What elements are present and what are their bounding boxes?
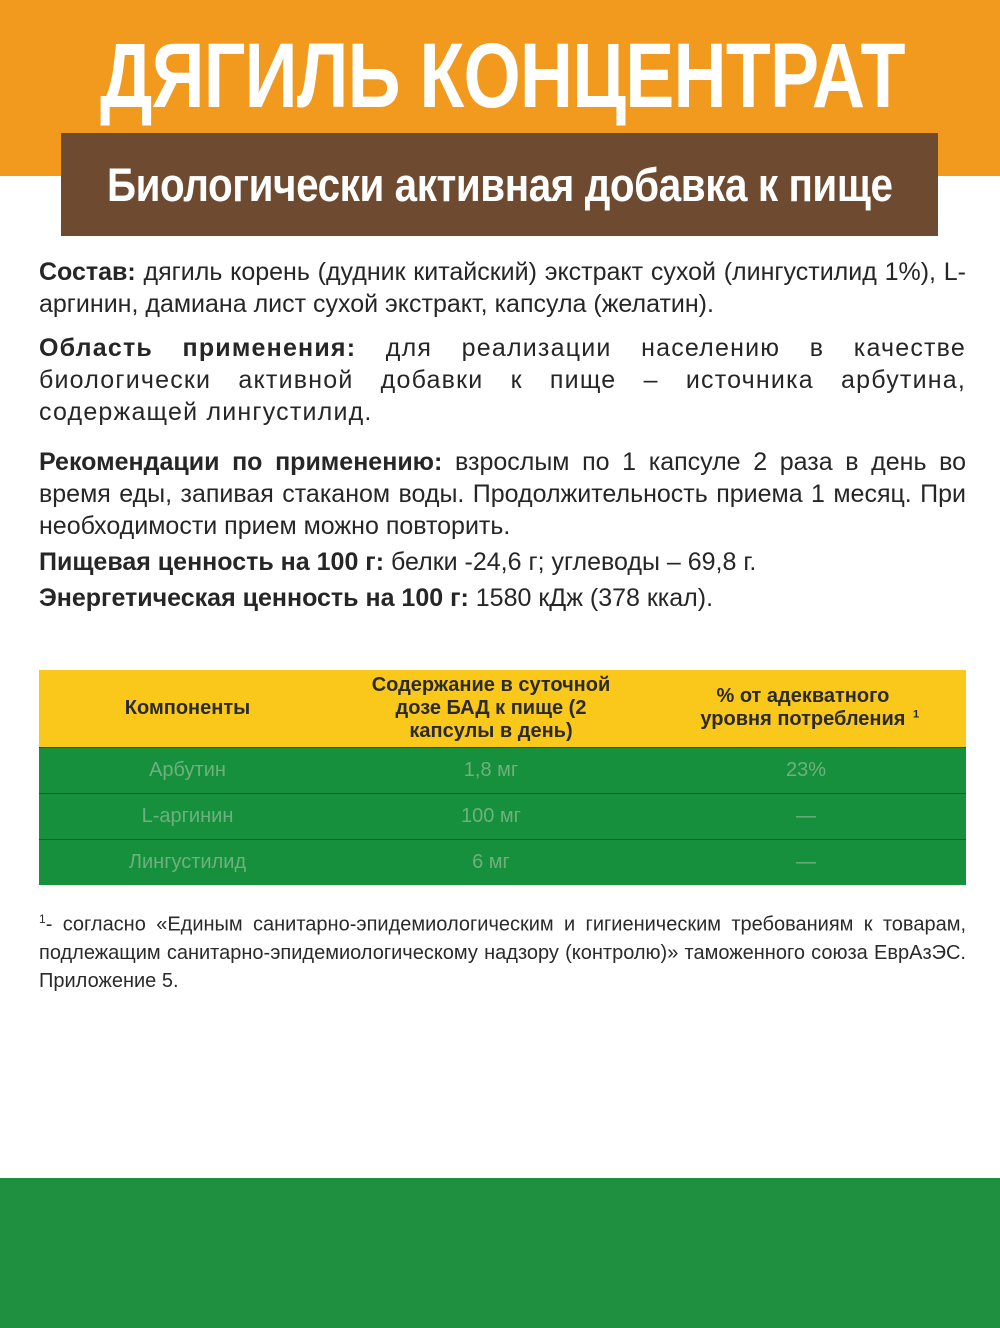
application-label: Область применения: [39, 334, 357, 362]
table-row [39, 793, 966, 839]
header-components: Компоненты [124, 696, 251, 719]
product-title: ДЯГИЛЬ КОНЦЕНТРАТ [100, 25, 905, 127]
application-text: для реализации населению в качестве биологически активной добавки к пище – источника арбутина, содержащей лингустилид. [39, 334, 966, 426]
recommendations-label: Рекомендации по применению: [39, 448, 443, 476]
nutrition-label: Пищевая ценность на 100 г: [39, 548, 385, 576]
nutrition-text: белки -24,6 г; углеводы – 69,8 г. [384, 548, 757, 576]
footnote-text: - согласно «Единым санитарно-эпидемиологическим и гигиеническим требованиям к товарам, подлежащим санитарно-эпидемиологическому надзору (контролю)» таможенного союза ЕврАзЭС. Приложение 5. [39, 913, 966, 992]
footnote [39, 905, 966, 995]
cell-dose: 1,8 мг [336, 747, 646, 793]
application-paragraph [39, 332, 966, 428]
cell-component: Арбутин [39, 747, 336, 793]
nutrition-paragraph [39, 546, 966, 578]
table-row [39, 747, 966, 793]
composition-text: дягиль корень (дудник китайский) экстракт сухой (лингустилид 1%), L-аргинин, дамиана лист сухой экстракт, капсула (желатин). [39, 258, 966, 318]
header-daily-dose-text: Содержание в суточной дозе БАД к пище (2 капсулы в день) [371, 673, 611, 742]
cell-percent: — [646, 793, 966, 839]
energy-paragraph [39, 582, 966, 614]
header-daily-dose [336, 670, 646, 747]
header-adequate-level [646, 670, 966, 747]
composition-label: Состав: [39, 258, 136, 286]
energy-label: Энергетическая ценность на 100 г: [39, 584, 469, 612]
cell-component: Лингустилид [39, 839, 336, 885]
components-table-wrapper [39, 670, 966, 885]
cell-percent: — [646, 839, 966, 885]
table-header-row [39, 670, 966, 747]
header-footnote-mark: 1 [912, 708, 920, 721]
subtitle-banner [61, 133, 938, 236]
recommendations-text: взрослым по 1 капсуле 2 раза в день во время еды, запивая стаканом воды. Продолжительность приема 1 месяц. При необходимости прием можно повторить. [39, 448, 966, 540]
cell-dose: 100 мг [336, 793, 646, 839]
table-row [39, 839, 966, 885]
footnote-mark: 1 [39, 912, 46, 926]
product-subtitle: Биологически активная добавка к пище [106, 158, 893, 211]
bottom-green-band [0, 1178, 1000, 1328]
cell-component: L-аргинин [39, 793, 336, 839]
energy-text: 1580 кДж (378 ккал). [468, 584, 714, 612]
components-table [39, 670, 966, 885]
composition-paragraph [39, 256, 966, 320]
cell-dose: 6 мг [336, 839, 646, 885]
header-adequate-level-text: % от адекватного уровня потребления [700, 685, 906, 731]
recommendations-paragraph [39, 446, 966, 542]
description-section [39, 256, 966, 614]
cell-percent: 23% [646, 747, 966, 793]
